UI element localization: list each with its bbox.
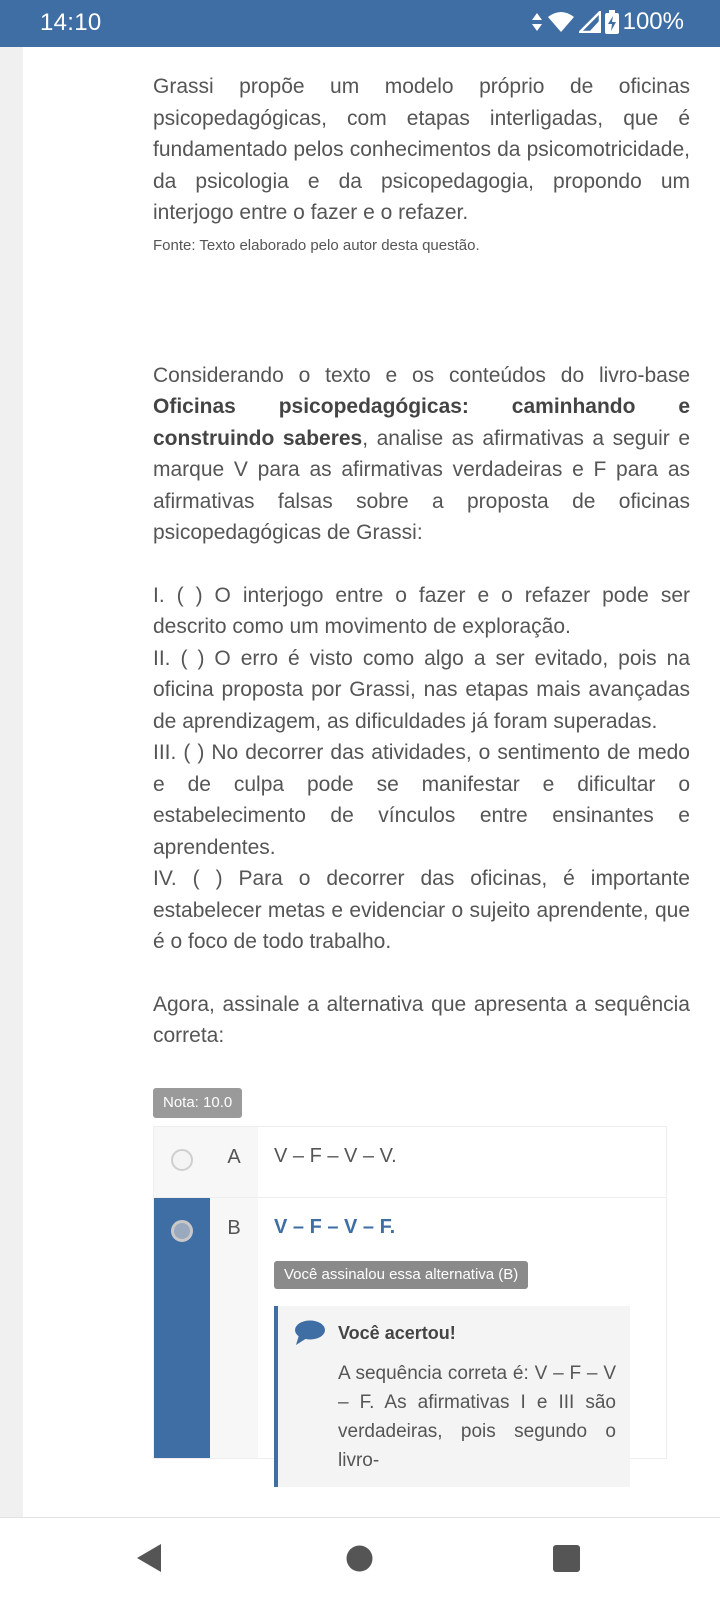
option-letter: B: [210, 1198, 258, 1458]
battery-charging-icon: [605, 10, 619, 34]
grade-badge: Nota: 10.0: [153, 1088, 242, 1118]
prompt-book-title: Oficinas psicopedagógicas: caminhando e construindo saberes: [153, 395, 690, 450]
prompt-end: , analise as afirmativas a seguir e marque V para as afirmativas verdadeiras e F para as afirmativas falsas sobre a proposta de oficinas psicopedagógicas de Grassi:: [153, 426, 690, 544]
statement-item: III. ( ) No decorrer das atividades, o sentimento de medo e de culpa pode se manifestar e dificultar o estabelecimento de vínculos entre ensinantes e aprendentes.: [153, 741, 690, 859]
question-intro: Grassi propõe um modelo próprio de oficinas psicopedagógicas, com etapas interligadas, que é fundamentado pelos conhecimentos da psicomotricidade, da psicologia e da psicopedagogia, propondo um interjogo entre o fazer e o refazer.: [153, 75, 690, 224]
home-icon[interactable]: [346, 1545, 373, 1577]
question-prompt: [153, 360, 690, 549]
navigation-bar: [0, 1517, 720, 1601]
answer-options: [153, 1126, 667, 1471]
status-time: 14:10: [40, 9, 102, 36]
option-letter: A: [210, 1127, 258, 1197]
question-source: Fonte: Texto elaborado pelo autor desta questão.: [153, 236, 480, 254]
radio-button[interactable]: [171, 1149, 193, 1171]
feedback-box: [274, 1306, 630, 1488]
feedback-title: Você acertou!: [338, 1322, 456, 1343]
status-bar: [0, 0, 720, 47]
comment-icon: [294, 1320, 326, 1357]
option-text: V – F – V – F.: [274, 1215, 396, 1238]
option-b[interactable]: [154, 1198, 666, 1471]
statement-item: IV. ( ) Para o decorrer das oficinas, é importante estabelecer metas e evidenciar o sujeito aprendente, que é o foco de todo trabalho.: [153, 867, 690, 953]
statement-item: II. ( ) O erro é visto como algo a ser evitado, pois na oficina proposta por Grassi, nas etapas mais avançadas de aprendizagem, as dificuldades já foram superadas.: [153, 646, 690, 733]
prompt-start: Considerando o texto e os conteúdos do livro-base: [153, 363, 690, 387]
recents-icon[interactable]: [553, 1545, 580, 1577]
statement-item: I. ( ) O interjogo entre o fazer e o refazer pode ser descrito como um movimento de exploração.: [153, 583, 690, 638]
status-icons: [531, 8, 684, 36]
wifi-icon: [547, 11, 575, 33]
option-a[interactable]: [154, 1127, 666, 1198]
feedback-text: A sequência correta é: V – F – V – F. As afirmativas I e III são verdadeiras, pois segundo o livro-: [338, 1363, 616, 1471]
radio-button-selected[interactable]: [171, 1220, 193, 1242]
statements-list: [153, 580, 690, 958]
battery-percentage: 100%: [622, 8, 684, 35]
option-text: V – F – V – V.: [274, 1144, 397, 1167]
question-content: [153, 71, 690, 1471]
data-arrows-icon: [531, 11, 543, 33]
question-instruction: Agora, assinale a alternativa que apresenta a sequência correta:: [153, 992, 690, 1047]
signal-icon: [579, 11, 601, 33]
back-icon[interactable]: [135, 1542, 163, 1579]
question-page: [23, 47, 720, 1517]
selected-badge: Você assinalou essa alternativa (B): [274, 1261, 528, 1289]
